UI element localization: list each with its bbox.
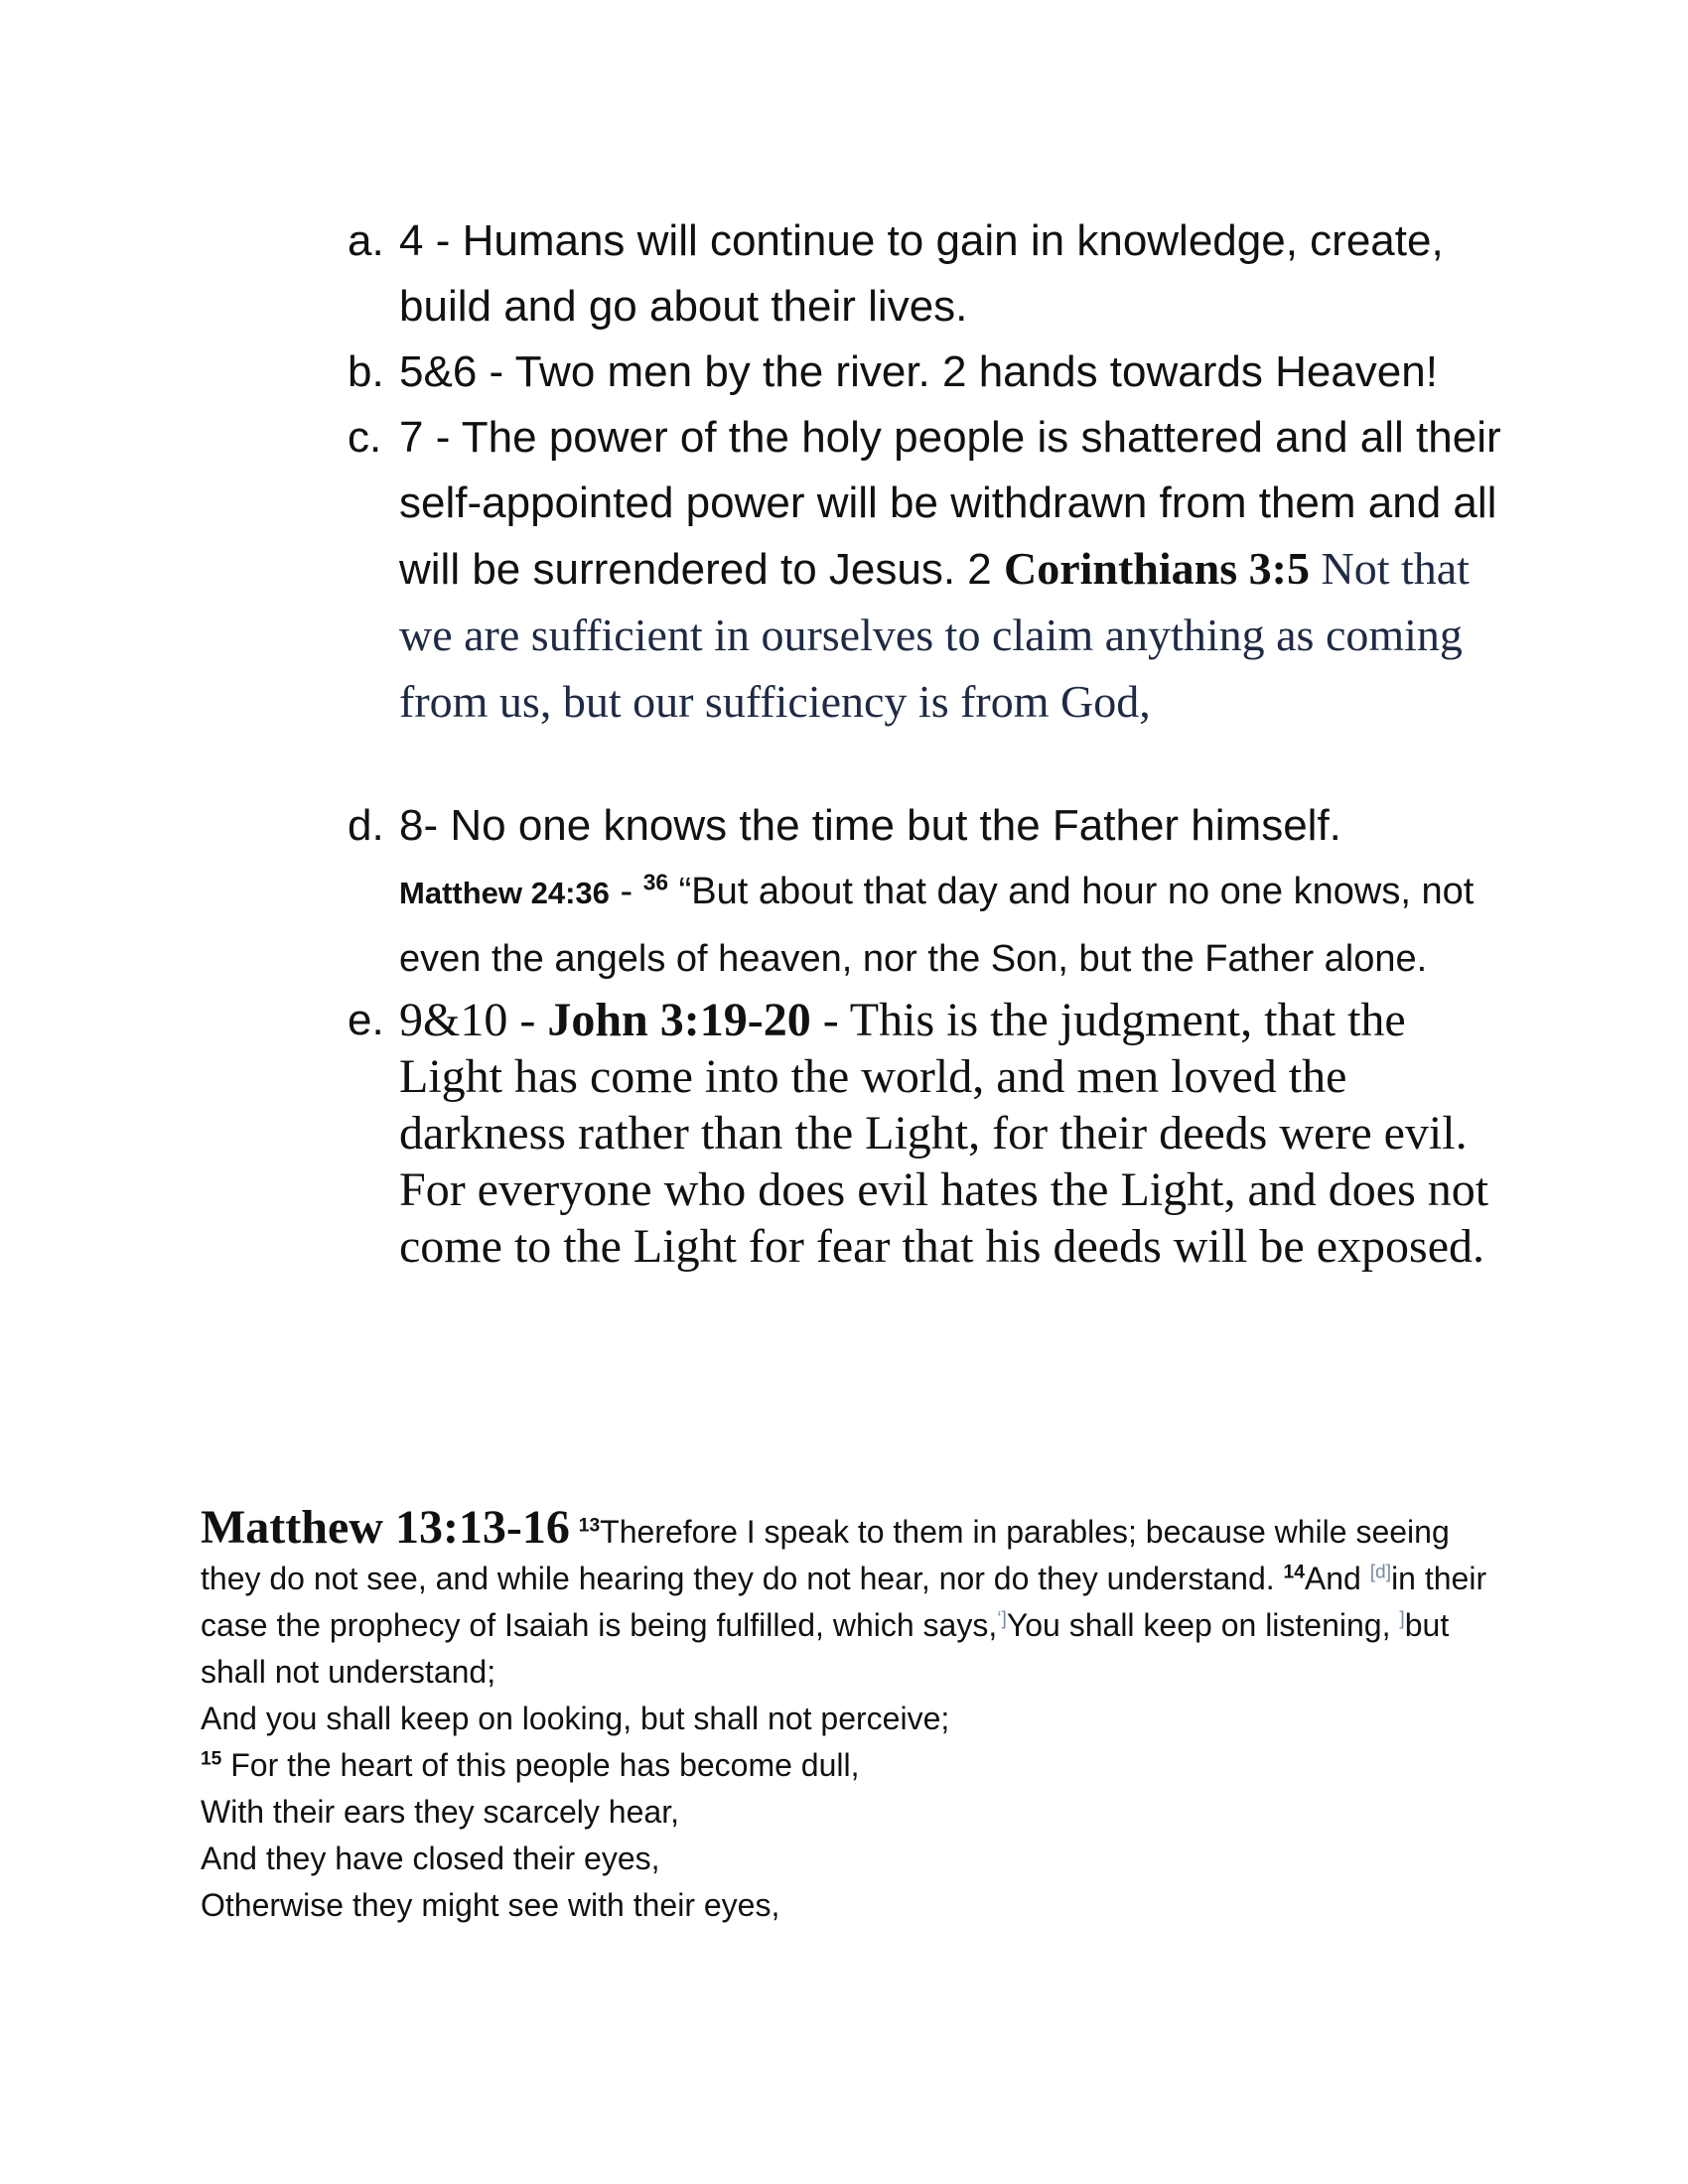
list-item-c bbox=[348, 405, 1519, 736]
scripture-quote bbox=[399, 859, 1519, 992]
verse-number: 15 bbox=[201, 1748, 222, 1770]
verse-14-text: And bbox=[1304, 1561, 1370, 1596]
list-item-e bbox=[348, 992, 1519, 1275]
list-item-text: 5&6 - Two men by the river. 2 hands towards Heaven! bbox=[399, 347, 1438, 396]
verse-14-text: in their case the prophecy of Isaiah is being fulfilled, which says, bbox=[201, 1561, 1487, 1643]
scripture-reference: Matthew 24:36 bbox=[399, 876, 610, 910]
list-item-content bbox=[399, 405, 1519, 736]
matthew-13-passage bbox=[201, 1501, 1491, 1929]
list-item-text: 7 - The power of the holy people is shattered and all their self-appointed power will be withdrawn from them and all will be surrendered to Jesus. 2 bbox=[399, 413, 1501, 594]
poetry-line bbox=[201, 1742, 1491, 1789]
verse-15-text: For the heart of this people has become dull, bbox=[230, 1747, 860, 1783]
list-marker: d. bbox=[348, 801, 384, 850]
poetry-line: With their ears they scarcely hear, bbox=[201, 1794, 679, 1830]
verse-14-text: You shall keep on listening, bbox=[1006, 1607, 1400, 1643]
verse-number: 13 bbox=[578, 1515, 601, 1537]
list-item-content bbox=[399, 793, 1519, 992]
verse-number: 36 bbox=[642, 869, 669, 895]
poetry-line: And they have closed their eyes, bbox=[201, 1841, 660, 1876]
list-marker: b. bbox=[348, 347, 384, 396]
separator: - bbox=[609, 871, 643, 912]
verse-number: 14 bbox=[1283, 1562, 1305, 1583]
scripture-verse: Not that we are sufficient in ourselves to claim anything as coming from us, but our sufficiency is from God, bbox=[399, 543, 1470, 727]
verse-14-text: but shall not understand; bbox=[201, 1607, 1450, 1690]
poetry-line: And you shall keep on looking, but shall not perceive; bbox=[201, 1701, 950, 1736]
poetry-line: Otherwise they might see with their eyes, bbox=[201, 1887, 780, 1923]
scripture-reference: Matthew 13:13-16 bbox=[201, 1501, 570, 1554]
list-item-prefix: 9&10 - bbox=[399, 994, 548, 1046]
list-marker: c. bbox=[348, 413, 382, 462]
list-item-content bbox=[399, 992, 1519, 1275]
list-item-d bbox=[348, 793, 1519, 992]
list-marker: e. bbox=[348, 996, 384, 1044]
footnote-link[interactable]: [d] bbox=[1369, 1562, 1392, 1583]
outline-list bbox=[348, 208, 1519, 1275]
scripture-verse: - This is the judgment, that the Light has come into the world, and men loved the darkness rather than the Light, for their deeds were evil. For everyone who does evil hates the Light, and does not come to the Light for fear that his deeds will be exposed. bbox=[399, 994, 1489, 1273]
list-item-text: 8- No one knows the time but the Father himself. bbox=[399, 801, 1341, 850]
verse-13-text: Therefore I speak to them in parables; because while seeing they do not see, and while hearing they do not hear, nor do they understand. bbox=[201, 1514, 1450, 1596]
scripture-reference: Corinthians 3:5 bbox=[1003, 543, 1310, 594]
cross-reference-bracket: ] bbox=[1001, 1608, 1007, 1630]
list-marker: a. bbox=[348, 216, 384, 265]
list-item-b bbox=[348, 340, 1519, 405]
spacer bbox=[348, 736, 1519, 793]
scripture-verse: “But about that day and hour no one knows, not even the angels of heaven, nor the Son, but the Father alone. bbox=[399, 871, 1475, 980]
scripture-reference: John 3:19-20 bbox=[547, 994, 811, 1046]
list-item-text: 4 - Humans will continue to gain in knowledge, create, build and go about their lives. bbox=[399, 216, 1444, 331]
cross-reference-bracket: ] bbox=[1399, 1608, 1405, 1630]
list-item-a bbox=[348, 208, 1519, 340]
quote-mark: ‘ bbox=[997, 1608, 1002, 1630]
